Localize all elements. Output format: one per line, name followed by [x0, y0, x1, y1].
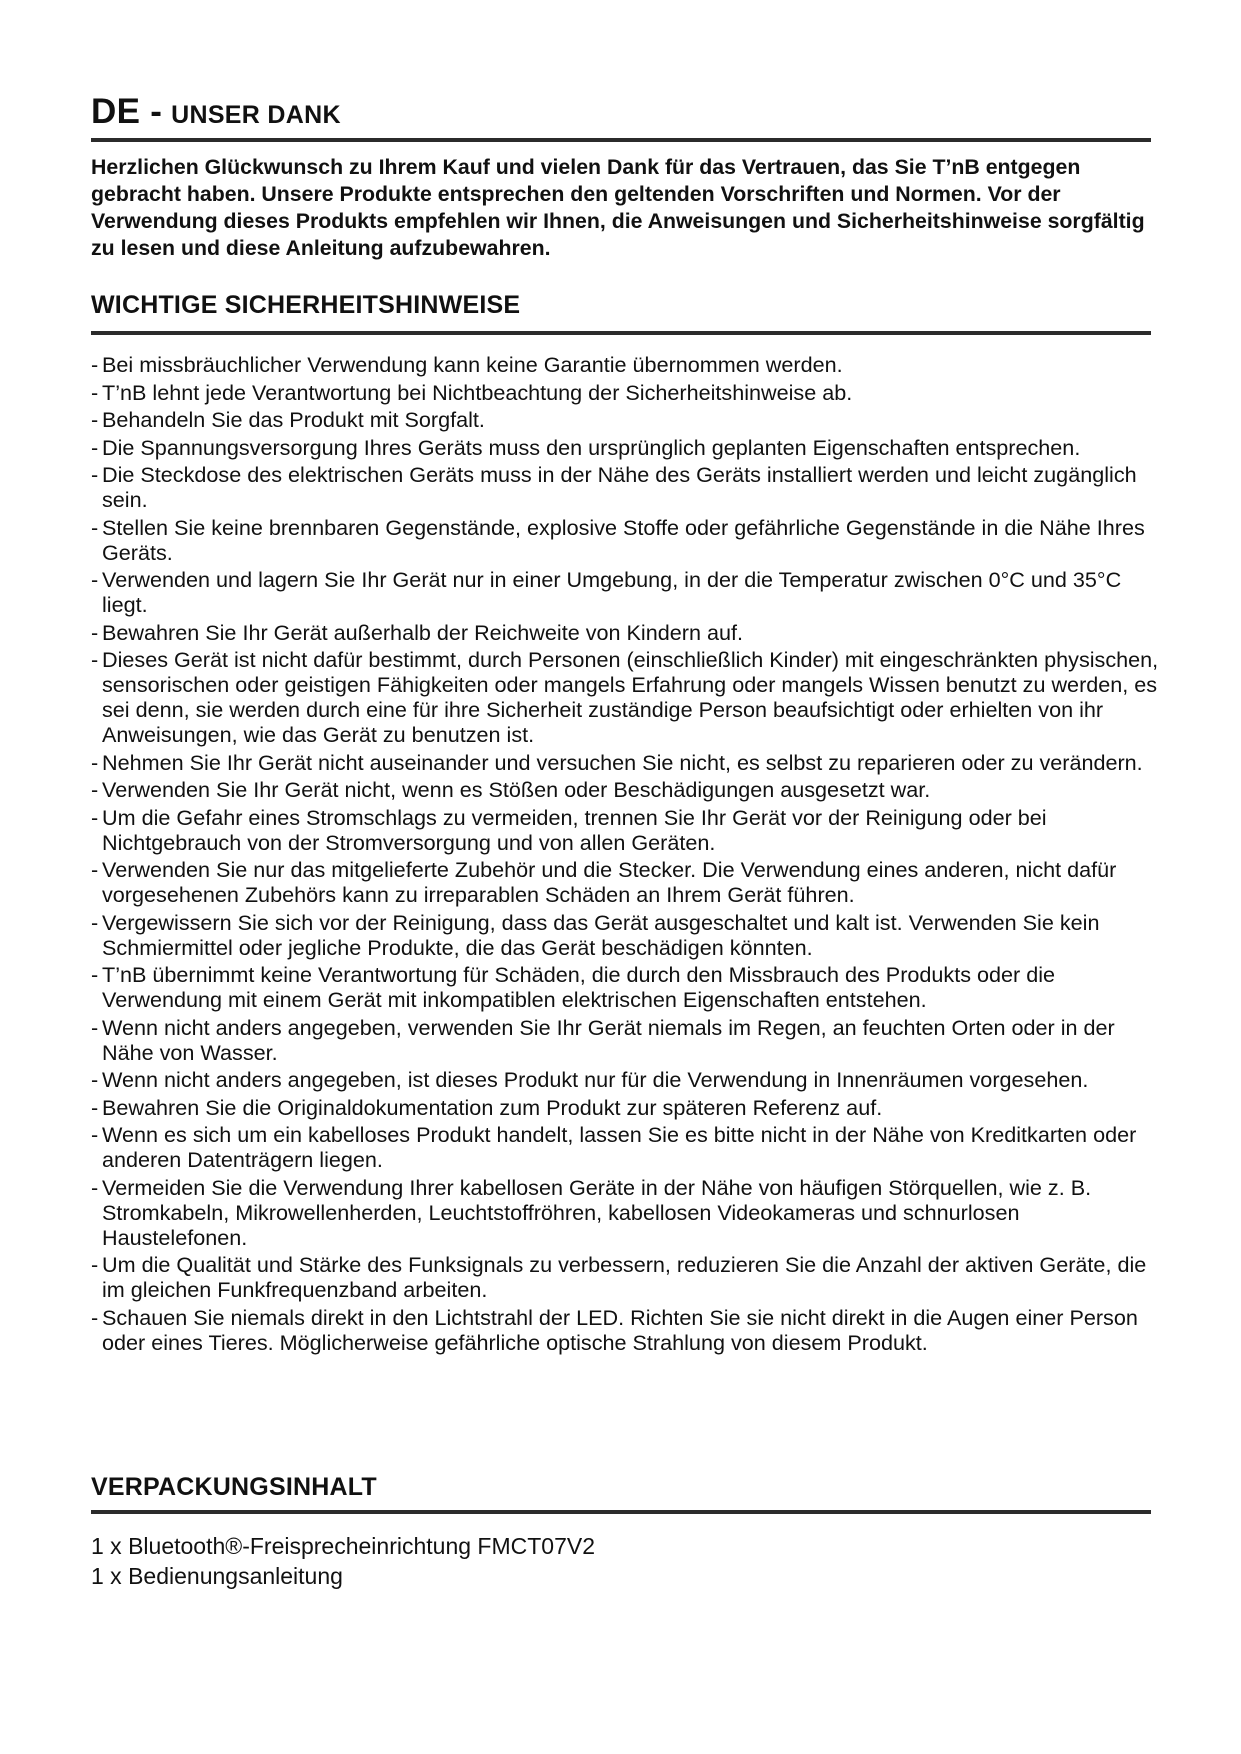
safety-heading: WICHTIGE SICHERHEITSHINWEISE	[91, 291, 521, 319]
page-title	[91, 92, 341, 132]
safety-item: - T’nB lehnt jede Verantwortung bei Nichtbeachtung der Sicherheitshinweise ab.	[91, 380, 1161, 405]
safety-item: - T’nB übernimmt keine Verantwortung für Schäden, die durch den Missbrauch des Produkts oder die Verwendung mit einem Gerät mit inkompatiblen elektrischen Eigenschaften entstehen.	[91, 962, 1161, 1012]
safety-item: - Bei missbräuchlicher Verwendung kann keine Garantie übernommen werden.	[91, 352, 1161, 377]
safety-item: - Stellen Sie keine brennbaren Gegenstände, explosive Stoffe oder gefährliche Gegenstände in die Nähe Ihres Geräts.	[91, 515, 1161, 565]
safety-item: - Um die Gefahr eines Stromschlags zu vermeiden, trennen Sie Ihr Gerät vor der Reinigung oder bei Nichtgebrauch von der Stromversorgung und von allen Geräten.	[91, 805, 1161, 855]
safety-item: - Wenn nicht anders angegeben, verwenden Sie Ihr Gerät niemals im Regen, an feuchten Orten oder in der Nähe von Wasser.	[91, 1015, 1161, 1065]
safety-list	[91, 352, 1161, 1357]
safety-item: - Vergewissern Sie sich vor der Reinigung, dass das Gerät ausgeschaltet und kalt ist. Verwenden Sie kein Schmiermittel oder jegliche Produkte, die das Gerät beschädigen könnten.	[91, 910, 1161, 960]
safety-item: - Bewahren Sie Ihr Gerät außerhalb der Reichweite von Kindern auf.	[91, 620, 1161, 645]
intro-paragraph: Herzlichen Glückwunsch zu Ihrem Kauf und vielen Dank für das Vertrauen, das Sie T’nB entgegen gebracht haben. Unsere Produkte entsprechen den geltenden Vorschriften und Normen. Vor der Verwendung dieses Produkts empfehlen wir Ihnen, die Anweisungen und Sicherheitshinweise sorgfältig zu lesen und diese Anleitung aufzubewahren.	[91, 155, 1145, 260]
language-code: DE -	[91, 92, 163, 131]
title-text: UNSER DANK	[171, 101, 341, 129]
package-heading: VERPACKUNGSINHALT	[91, 1473, 377, 1501]
package-item: 1 x Bluetooth®-Freisprecheinrichtung FMCT07V2	[91, 1533, 596, 1559]
safety-item: - Behandeln Sie das Produkt mit Sorgfalt.	[91, 407, 1161, 432]
package-item: 1 x Bedienungsanleitung	[91, 1563, 343, 1589]
safety-item: - Nehmen Sie Ihr Gerät nicht auseinander und versuchen Sie nicht, es selbst zu reparieren oder zu verändern.	[91, 750, 1161, 775]
safety-item: - Bewahren Sie die Originaldokumentation zum Produkt zur späteren Referenz auf.	[91, 1095, 1161, 1120]
package-divider	[91, 1510, 1151, 1514]
safety-item: - Um die Qualität und Stärke des Funksignals zu verbessern, reduzieren Sie die Anzahl der aktiven Geräte, die im gleichen Funkfrequenzband arbeiten.	[91, 1252, 1161, 1302]
safety-item: - Verwenden und lagern Sie Ihr Gerät nur in einer Umgebung, in der die Temperatur zwischen 0°C und 35°C liegt.	[91, 567, 1161, 617]
safety-item: - Dieses Gerät ist nicht dafür bestimmt, durch Personen (einschließlich Kinder) mit eingeschränkten physischen, sensorischen oder geistigen Fähigkeiten oder mangels Erfahrung oder mangels Wissen benutzt zu werden, es sei denn, sie werden durch eine für ihre Sicherheit zuständige Person beaufsichtigt oder erhielten von ihr Anweisungen, wie das Gerät zu benutzen ist.	[91, 647, 1161, 747]
title-divider	[91, 138, 1151, 142]
safety-divider	[91, 331, 1151, 335]
package-contents-list	[91, 1531, 595, 1591]
safety-item: - Wenn es sich um ein kabelloses Produkt handelt, lassen Sie es bitte nicht in der Nähe von Kreditkarten oder anderen Datenträgern liegen.	[91, 1122, 1161, 1172]
safety-item: - Wenn nicht anders angegeben, ist dieses Produkt nur für die Verwendung in Innenräumen vorgesehen.	[91, 1067, 1161, 1092]
safety-item: - Vermeiden Sie die Verwendung Ihrer kabellosen Geräte in der Nähe von häufigen Störquellen, wie z. B. Stromkabeln, Mikrowellenherden, Leuchtstoffröhren, kabellosen Videokameras und schnurlosen Haustelefonen.	[91, 1175, 1161, 1250]
safety-item: - Die Steckdose des elektrischen Geräts muss in der Nähe des Geräts installiert werden und leicht zugänglich sein.	[91, 462, 1161, 512]
safety-item: - Verwenden Sie Ihr Gerät nicht, wenn es Stößen oder Beschädigungen ausgesetzt war.	[91, 777, 1161, 802]
safety-item: - Die Spannungsversorgung Ihres Geräts muss den ursprünglich geplanten Eigenschaften entsprechen.	[91, 435, 1161, 460]
safety-item: - Schauen Sie niemals direkt in den Lichtstrahl der LED. Richten Sie sie nicht direkt in die Augen einer Person oder eines Tieres. Möglicherweise gefährliche optische Strahlung von diesem Produkt.	[91, 1305, 1161, 1355]
safety-item: - Verwenden Sie nur das mitgelieferte Zubehör und die Stecker. Die Verwendung eines anderen, nicht dafür vorgesehenen Zubehörs kann zu irreparablen Schäden an Ihrem Gerät führen.	[91, 857, 1161, 907]
